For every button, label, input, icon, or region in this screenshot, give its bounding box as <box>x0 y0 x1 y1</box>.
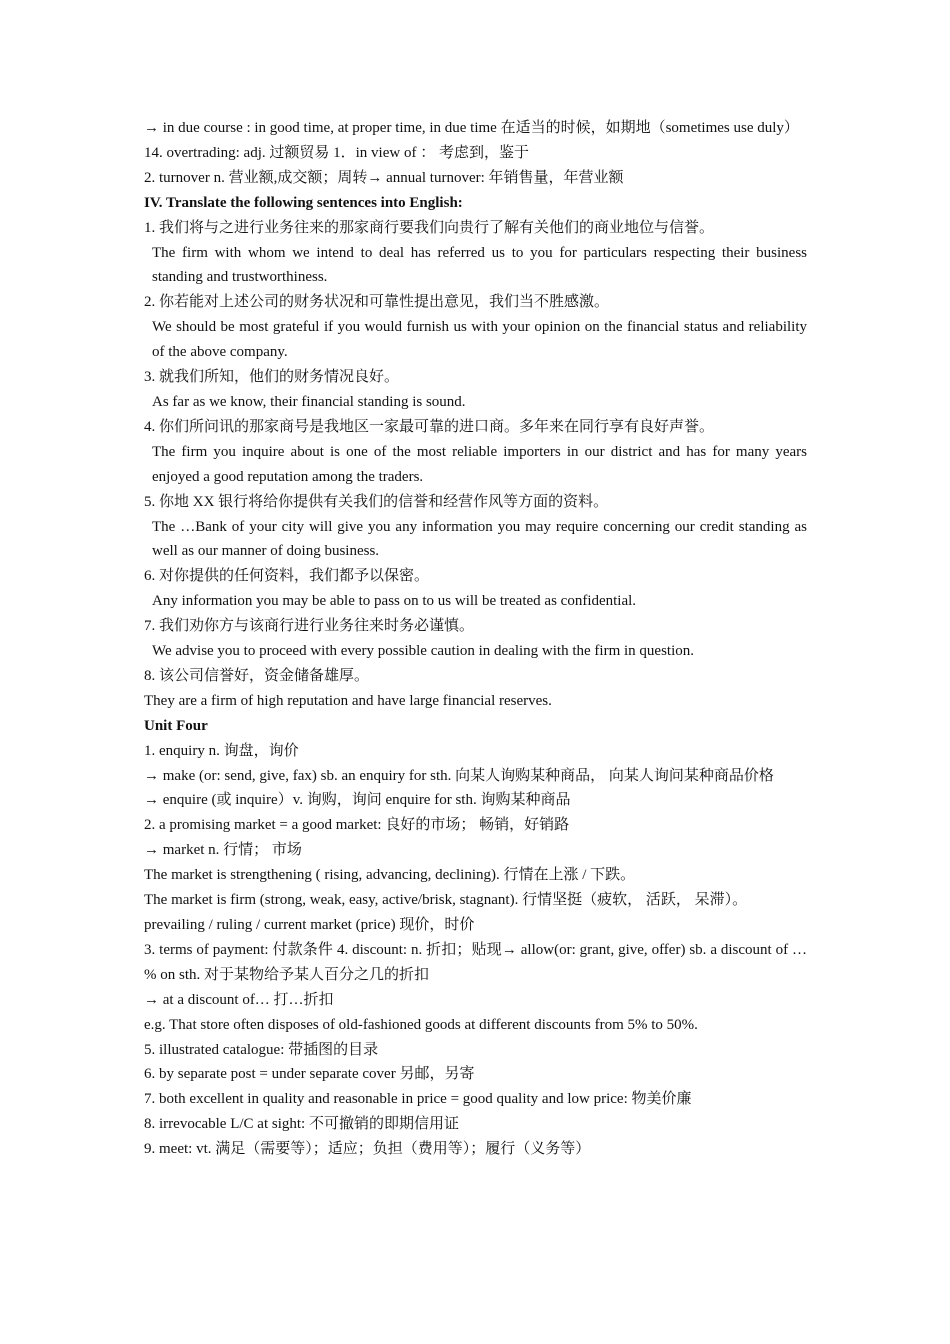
text-line: 2. turnover n. 营业额,成交额；周转→ annual turnover: 年销售量，年营业额 <box>144 169 624 186</box>
text-line: 1. enquiry n. 询盘，询价 <box>144 742 299 759</box>
text-line: → market n. 行情； 市场 <box>144 842 302 859</box>
document-page <box>144 116 807 1162</box>
text-line: 6. by separate post = under separate cover 另邮，另寄 <box>144 1066 475 1083</box>
text-line: The market is strengthening ( rising, advancing, declining). 行情在上涨 / 下跌。 <box>144 867 636 884</box>
text-line: → at a discount of… 打…折扣 <box>144 991 334 1008</box>
text-line: 9. meet: vt. 满足（需要等）；适应；负担（费用等）；履行（义务等） <box>144 1141 591 1158</box>
text-line: 4. 你们所问讯的那家商号是我地区一家最可靠的进口商。多年来在同行享有良好声誉。 <box>144 418 715 435</box>
text-line: They are a firm of high reputation and have large financial reserves. <box>144 692 552 709</box>
text-line: 1. 我们将与之进行业务往来的那家商行要我们向贵行了解有关他们的商业地位与信誉。 <box>144 219 715 236</box>
text-line: 5. illustrated catalogue: 带插图的目录 <box>144 1041 379 1058</box>
section-heading: IV. Translate the following sentences into English: <box>144 194 463 211</box>
text-line: 8. 该公司信誉好，资金储备雄厚。 <box>144 667 370 684</box>
text-line: We advise you to proceed with every possible caution in dealing with the firm in question. <box>152 643 694 660</box>
text-line: → in due course : in good time, at proper time, in due time 在适当的时候，如期地（sometimes use duly） <box>144 120 799 136</box>
text-line: We should be most grateful if you would furnish us with your opinion on the financial status and reliability of the above company. <box>152 319 807 361</box>
text-line: Any information you may be able to pass on to us will be treated as confidential. <box>152 593 637 610</box>
text-line: 2. a promising market = a good market: 良好的市场； 畅销，好销路 <box>144 817 570 834</box>
text-line: The firm with whom we intend to deal has referred us to you for particulars respecting their business standing and trustworthiness. <box>152 244 807 286</box>
text-line: 3. terms of payment: 付款条件 4. discount: n. 折扣；贴现→ allow(or: grant, give, offer) sb. a discount of … % on sth. 对于某物给予某人百分之几的折扣 <box>144 941 807 983</box>
unit-heading: Unit Four <box>144 717 208 734</box>
text-line: → make (or: send, give, fax) sb. an enquiry for sth. 向某人询购某种商品， 向某人询问某种商品价格 <box>144 767 774 784</box>
text-line: 7. 我们劝你方与该商行进行业务往来时务必谨慎。 <box>144 618 475 635</box>
text-line: The …Bank of your city will give you any information you may require concerning our credit standing as well as our manner of doing business. <box>152 518 807 560</box>
text-line: 5. 你地 XX 银行将给你提供有关我们的信誉和经营作风等方面的资料。 <box>144 493 609 510</box>
text-line: The market is firm (strong, weak, easy, active/brisk, stagnant). 行情坚挺（疲软， 活跃， 呆滞）。 <box>144 892 748 909</box>
text-line: As far as we know, their financial standing is sound. <box>152 393 466 410</box>
text-line: 14. overtrading: adj. 过额贸易 1．in view of ： 考虑到，鉴于 <box>144 144 529 161</box>
text-line: 6. 对你提供的任何资料，我们都予以保密。 <box>144 568 430 585</box>
text-line: e.g. That store often disposes of old-fashioned goods at different discounts from 5% to 50%. <box>144 1016 698 1033</box>
text-line: The firm you inquire about is one of the most reliable importers in our district and has for many years enjoyed a good reputation among the traders. <box>152 443 807 485</box>
text-line: 3. 就我们所知，他们的财务情况良好。 <box>144 369 400 386</box>
text-line: 7. both excellent in quality and reasonable in price = good quality and low price: 物美价廉 <box>144 1091 692 1108</box>
text-line: 2. 你若能对上述公司的财务状况和可靠性提出意见，我们当不胜感激。 <box>144 294 610 311</box>
text-line: 8. irrevocable L/C at sight: 不可撤销的即期信用证 <box>144 1116 459 1133</box>
text-line: prevailing / ruling / current market (price) 现价，时价 <box>144 917 475 933</box>
text-line: → enquire (或 inquire）v. 询购，询问 enquire for sth. 询购某种商品 <box>144 792 571 809</box>
